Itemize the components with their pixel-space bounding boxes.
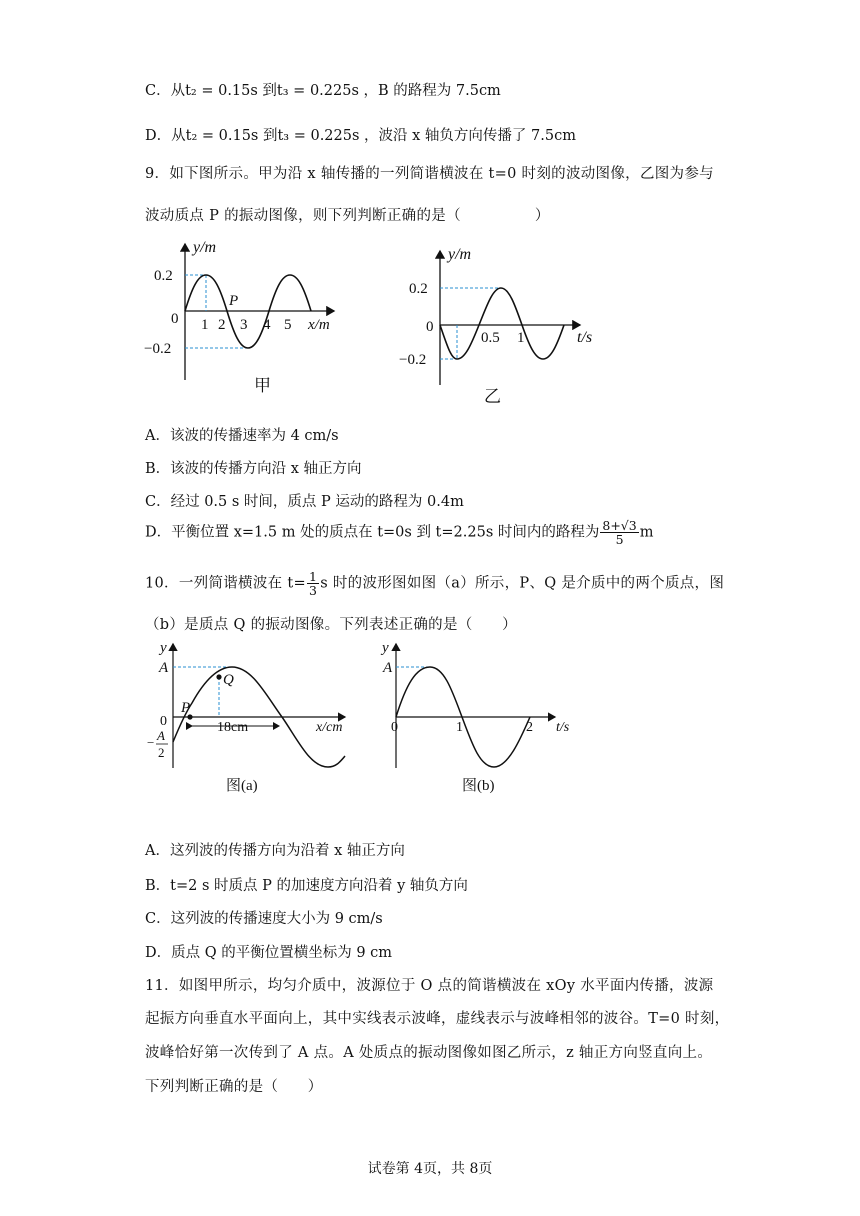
q10-figure-b: [370, 640, 580, 800]
q9-option-d-text: D．平衡位置 x=1.5 m 处的质点在 t=0s 到 t=2.25s 时间内的路程为: [145, 524, 600, 541]
q9a-ytick-neg: −0.2: [144, 341, 172, 357]
q9-option-d-fraction: [600, 519, 638, 546]
q9b-x-label: t/s: [577, 329, 593, 346]
q9-figure-yi: [395, 245, 605, 415]
q9-figure-jia: [144, 238, 350, 398]
q10-stem-post: s 时的波形图如图（a）所示，P、Q 是介质中的两个质点，图: [320, 575, 725, 592]
q9b-y-label: y/m: [448, 246, 472, 263]
q10a-caption: 图(a): [226, 778, 258, 794]
q9-option-d-numerator: 8+√3: [602, 518, 637, 533]
q10-stem-pre: 10．一列简谐横波在 t=: [145, 575, 306, 592]
q9a-origin: 0: [171, 311, 179, 327]
q9a-ytick-pos: 0.2: [154, 268, 173, 284]
q9b-origin: 0: [426, 319, 434, 335]
q10a-p-label: P: [181, 700, 191, 716]
q10-stem-fraction: [307, 570, 319, 597]
q10-stem-line2: （b）是质点 Q 的振动图像。下列表述正确的是（ ）: [145, 617, 517, 633]
q9b-xtick-05: 0.5: [481, 330, 500, 346]
q11-stem-line4: 下列判断正确的是（ ）: [145, 1079, 323, 1095]
q10a-q-label: Q: [223, 672, 234, 688]
q10b-xtick-1: 1: [456, 720, 463, 735]
q9a-xtick-3: 3: [240, 317, 248, 333]
q10b-amp-label: A: [383, 660, 393, 676]
q9-stem-line2: 波动质点 P 的振动图像，则下列判断正确的是（ ）: [145, 208, 550, 224]
q9-option-d-unit: m: [639, 524, 654, 541]
q9b-caption: 乙: [484, 387, 501, 406]
q9a-xtick-4: 4: [263, 317, 271, 333]
q11-stem-line1: 11．如图甲所示，均匀介质中，波源位于 O 点的简谐横波在 xOy 水平面内传播，波源: [145, 978, 714, 994]
q9-option-a: A．该波的传播速率为 4 cm/s: [145, 428, 339, 444]
q10a-point-q-dot: [216, 674, 221, 679]
q10b-x-label: t/s: [556, 720, 570, 735]
q9-option-c: C．经过 0.5 s 时间，质点 P 运动的路程为 0.4m: [145, 494, 464, 510]
q9-option-b: B．该波的传播方向沿 x 轴正方向: [145, 461, 362, 477]
q10b-y-label: y: [382, 640, 389, 656]
q9-stem-line1: 9．如下图所示。甲为沿 x 轴传播的一列简谐横波在 t=0 时刻的波动图像，乙图为参与: [145, 166, 714, 182]
q10-figure-a: [140, 640, 360, 800]
q10a-neg-num: A: [157, 728, 165, 743]
q10a-neg-sign: −: [147, 735, 155, 750]
q9a-caption: 甲: [254, 376, 271, 395]
q10b-xtick-2: 2: [526, 720, 533, 735]
q10b-origin: 0: [391, 720, 398, 735]
q10a-y-label: y: [160, 640, 167, 656]
q9b-vibration-curve: [440, 288, 564, 359]
q10a-dist-label: 18cm: [217, 720, 249, 735]
q8-option-d: D．从t₂ = 0.15s 到t₃ = 0.225s ，波沿 x 轴负方向传播了 7.5cm: [145, 128, 576, 144]
q9b-xtick-1: 1: [517, 330, 525, 346]
q9-option-d-denominator: 5: [615, 532, 624, 547]
q10a-origin: 0: [160, 714, 167, 729]
q9b-ytick-pos: 0.2: [409, 281, 428, 297]
q11-stem-line3: 波峰恰好第一次传到了 A 点。A 处质点的振动图像如图乙所示，z 轴正方向竖直向上。: [145, 1045, 713, 1061]
q9a-y-label: y/m: [193, 239, 217, 256]
q9a-x-label: x/m: [308, 317, 330, 333]
q9-option-d: [145, 519, 653, 546]
q9a-xtick-2: 2: [218, 317, 226, 333]
q9a-point-p: P: [229, 293, 239, 309]
q8-option-c: C．从t₂ = 0.15s 到t₃ = 0.225s ，B 的路程为 7.5cm: [145, 83, 501, 99]
q10-stem-denominator: 3: [308, 583, 318, 598]
q10-option-a: A．这列波的传播方向为沿着 x 轴正方向: [145, 843, 405, 859]
page-footer: 试卷第 4页，共 8页: [367, 1161, 493, 1177]
q10-stem-line1: [145, 570, 724, 597]
q10a-amp-label: A: [159, 660, 169, 676]
q11-stem-line2: 起振方向垂直水平面向上，其中实线表示波峰，虚线表示与波峰相邻的波谷。T=0 时刻，: [145, 1011, 730, 1027]
q10-option-d: D．质点 Q 的平衡位置横坐标为 9 cm: [145, 945, 393, 961]
q10a-x-label: x/cm: [316, 720, 343, 735]
q10a-neg-den: 2: [158, 745, 165, 760]
q9b-ytick-neg: −0.2: [399, 352, 427, 368]
q10b-caption: 图(b): [462, 778, 495, 794]
q10-stem-numerator: 1: [308, 569, 318, 584]
q9a-xtick-1: 1: [201, 317, 209, 333]
q10-option-c: C．这列波的传播速度大小为 9 cm/s: [145, 911, 383, 927]
q9a-xtick-5: 5: [284, 317, 292, 333]
q10-option-b: B．t=2 s 时质点 P 的加速度方向沿着 y 轴负方向: [145, 878, 468, 894]
